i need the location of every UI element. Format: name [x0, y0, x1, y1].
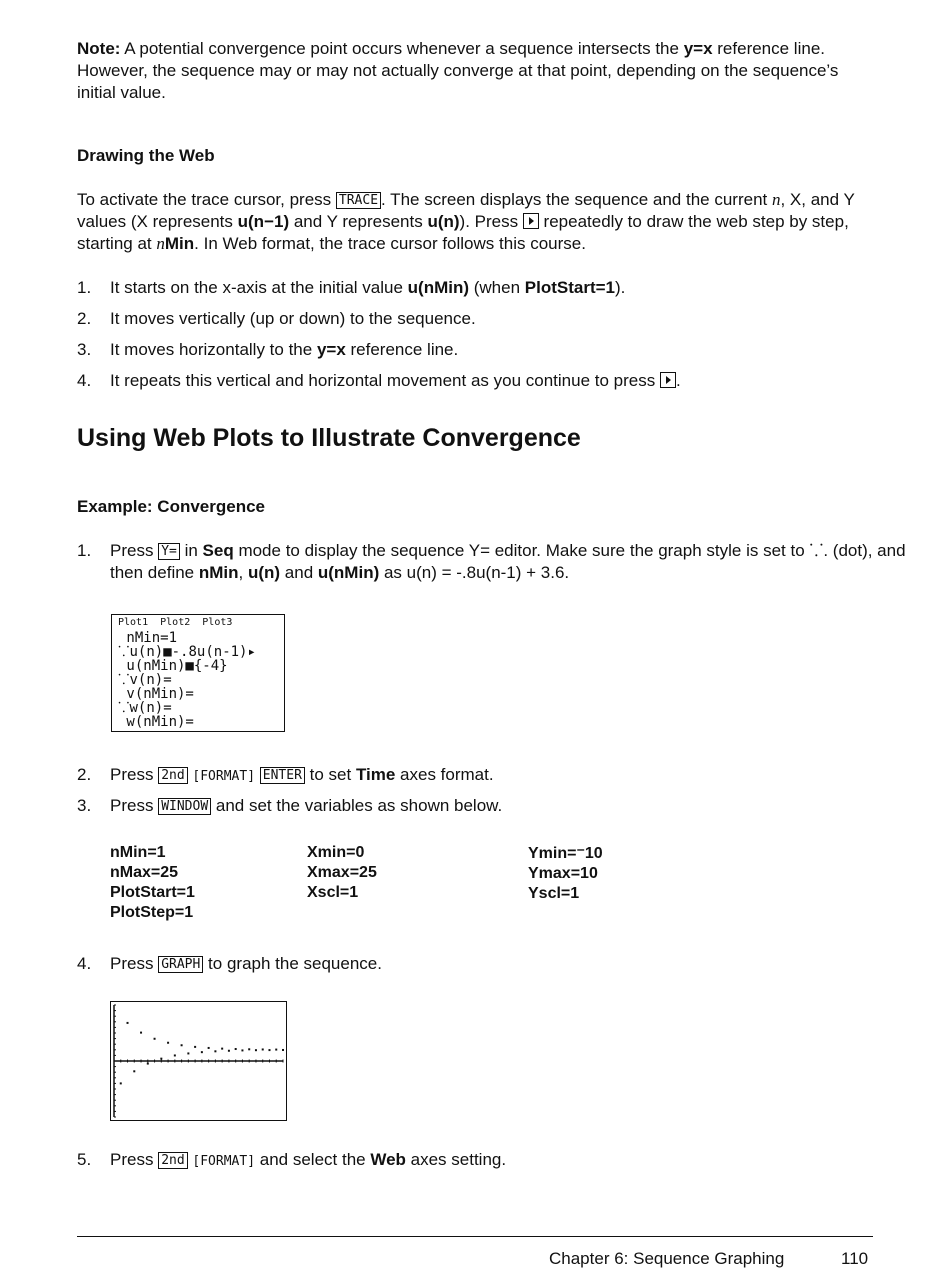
- screen-row: v(nMin)=: [118, 686, 194, 702]
- dw-u-n-1: u(n−1): [237, 212, 290, 231]
- window-vars-col-2: [307, 843, 377, 903]
- y-editor-screen: [111, 614, 285, 732]
- screen-row: ⸪u(n)■-.8u(n-1)▸: [118, 644, 256, 660]
- step-text: as u(n) = -.8u(n-1) + 3.6.: [379, 563, 570, 582]
- example-step-3: [77, 795, 906, 817]
- format-key: [FORMAT]: [192, 769, 256, 784]
- step-bold: nMin: [198, 563, 239, 582]
- dw-text-5: ). Press: [459, 212, 523, 231]
- format-key: [FORMAT]: [192, 1154, 256, 1169]
- step-text: ⸪. (dot), and then define: [110, 541, 906, 582]
- footer-page-number: 110: [841, 1249, 869, 1268]
- data-point: [154, 1038, 156, 1040]
- data-point: [268, 1049, 270, 1051]
- step-text: axes format.: [395, 765, 494, 784]
- step-number: 2.: [77, 765, 92, 784]
- screen-row: ⸪w(n)=: [118, 700, 172, 716]
- step-text: It starts on the x-axis at the initial value: [110, 278, 408, 297]
- screen-row: w(nMin)=: [118, 714, 194, 730]
- window-key: WINDOW: [158, 798, 211, 815]
- plot-row: Plot1 Plot2 Plot3: [118, 617, 233, 628]
- step-text: Press: [110, 796, 159, 815]
- step-bold: u(nMin): [407, 278, 470, 297]
- example-step-1: [77, 540, 906, 584]
- example-step-2: [77, 764, 906, 788]
- step-number: 3.: [77, 796, 92, 815]
- data-point: [201, 1051, 203, 1053]
- y-equals-key: Y=: [158, 543, 180, 560]
- window-var: PlotStep=1: [110, 904, 194, 921]
- data-point: [120, 1082, 122, 1084]
- web-label: Web: [370, 1150, 406, 1169]
- right-arrow-key-icon: [523, 213, 539, 229]
- sequence-graph: [111, 1002, 286, 1120]
- dw-text-6: repeatedly to draw the web step by step, starting at: [77, 212, 849, 253]
- step-text: Press: [110, 541, 159, 560]
- dw-n: n: [771, 190, 781, 209]
- data-point: [187, 1052, 189, 1054]
- window-var: Xmax=25: [307, 864, 377, 881]
- data-point: [208, 1047, 210, 1049]
- right-arrow-key-icon: [660, 372, 676, 388]
- step-bold: y=x: [316, 340, 346, 359]
- dw-text-7: . In Web format, the trace cursor follows this course.: [194, 234, 586, 253]
- step-number: 3.: [77, 340, 92, 359]
- list-item: [77, 339, 906, 361]
- window-var: Ymax=10: [528, 865, 598, 882]
- window-var: Yscl=1: [528, 885, 580, 902]
- list-item: [77, 277, 906, 299]
- data-point: [181, 1044, 183, 1046]
- data-point: [235, 1048, 237, 1050]
- step-text: It moves vertically (up or down) to the sequence.: [110, 309, 476, 328]
- data-point: [255, 1049, 257, 1051]
- data-point: [241, 1049, 243, 1051]
- step-number: 1.: [77, 541, 92, 560]
- step-text: reference line.: [345, 340, 459, 359]
- step-text: It repeats this vertical and horizontal movement as you continue to press: [110, 371, 660, 390]
- data-point: [214, 1050, 216, 1052]
- step-text: (when: [469, 278, 525, 297]
- window-var: nMin=1: [110, 844, 166, 861]
- data-point: [127, 1022, 129, 1024]
- screen-row: u(nMin)■{-4}: [118, 658, 228, 674]
- data-point: [194, 1046, 196, 1048]
- note-label: Note:: [77, 39, 121, 58]
- data-point: [174, 1054, 176, 1056]
- drawing-web-paragraph: [77, 189, 873, 255]
- section-title: Using Web Plots to Illustrate Convergence: [77, 424, 581, 452]
- window-variables: [110, 843, 710, 923]
- step-number: 5.: [77, 1150, 92, 1169]
- footer-divider: [77, 1236, 873, 1237]
- data-point: [262, 1048, 264, 1050]
- data-point: [140, 1032, 142, 1034]
- step-bold: PlotStart=1: [524, 278, 615, 297]
- step-number: 2.: [77, 309, 92, 328]
- second-key: 2nd: [158, 1152, 187, 1169]
- window-vars-col-3: [528, 844, 603, 904]
- data-point: [282, 1049, 284, 1051]
- data-point: [147, 1063, 149, 1065]
- step-text: and select the: [255, 1150, 371, 1169]
- dw-u-n: u(n): [427, 212, 460, 231]
- dw-nmin-rest: Min: [164, 234, 195, 253]
- enter-key: ENTER: [260, 767, 305, 784]
- step-bold: u(nMin): [317, 563, 380, 582]
- data-point: [167, 1042, 169, 1044]
- step-text: to graph the sequence.: [203, 954, 382, 973]
- step-text: Press: [110, 765, 159, 784]
- window-var: Ymin=⁻10: [528, 845, 603, 862]
- step-text: in: [179, 541, 203, 560]
- window-var: Xscl=1: [307, 884, 359, 901]
- step-number: 4.: [77, 954, 92, 973]
- note-paragraph: [77, 38, 867, 104]
- example-step-5: [77, 1149, 906, 1173]
- dw-text-4: and Y represents: [289, 212, 428, 231]
- list-item: [77, 370, 906, 392]
- screen-row: ⸪v(n)=: [118, 672, 172, 688]
- time-label: Time: [355, 765, 396, 784]
- step-text: .: [675, 371, 681, 390]
- trace-key: TRACE: [336, 192, 381, 209]
- screen-row: nMin=1: [118, 630, 178, 646]
- data-point: [248, 1048, 250, 1050]
- step-number: 1.: [77, 278, 92, 297]
- drawing-web-heading: Drawing the Web: [77, 146, 215, 165]
- step-bold: u(n): [247, 563, 281, 582]
- example-heading: Example: Convergence: [77, 497, 266, 516]
- data-point: [275, 1049, 277, 1051]
- step-text: It moves horizontally to the: [110, 340, 317, 359]
- step-text: Press: [110, 1150, 159, 1169]
- note-yx: y=x: [683, 39, 713, 58]
- step-text: mode to display the sequence Y= editor. Make sure the graph style is set to: [233, 541, 810, 560]
- footer-chapter: Chapter 6: Sequence Graphing: [549, 1249, 785, 1268]
- step-text: and: [280, 563, 318, 582]
- window-var: nMax=25: [110, 864, 179, 881]
- note-text-2: reference line. However, the sequence may or may not actually converge at that point, depending on the sequence’s initial value.: [77, 39, 839, 102]
- step-number: 4.: [77, 371, 92, 390]
- step-text: Press: [110, 954, 159, 973]
- step-text: and set the variables as shown below.: [211, 796, 503, 815]
- dw-text-3: , X, and Y values (X represents: [77, 190, 855, 231]
- example-step-4: [77, 953, 906, 975]
- seq-label: Seq: [202, 541, 234, 560]
- step-text: ,: [238, 563, 248, 582]
- window-var: PlotStart=1: [110, 884, 195, 901]
- data-point: [160, 1058, 162, 1060]
- list-item: [77, 308, 906, 330]
- step-text: to set: [304, 765, 356, 784]
- data-point: [228, 1050, 230, 1052]
- second-key: 2nd: [158, 767, 187, 784]
- dw-text-2: . The screen displays the sequence and the current: [381, 190, 772, 209]
- data-point: [221, 1048, 223, 1050]
- note-text: A potential convergence point occurs whenever a sequence intersects the: [120, 39, 684, 58]
- graph-key: GRAPH: [158, 956, 203, 973]
- data-point: [133, 1070, 135, 1072]
- graph-screen: [110, 1001, 287, 1121]
- step-text: ).: [615, 278, 626, 297]
- dw-text-1: To activate the trace cursor, press: [77, 190, 336, 209]
- dw-nmin-n: n: [156, 234, 165, 253]
- step-text: axes setting.: [405, 1150, 507, 1169]
- window-var: Xmin=0: [307, 844, 365, 861]
- window-vars-col-1: [110, 843, 195, 923]
